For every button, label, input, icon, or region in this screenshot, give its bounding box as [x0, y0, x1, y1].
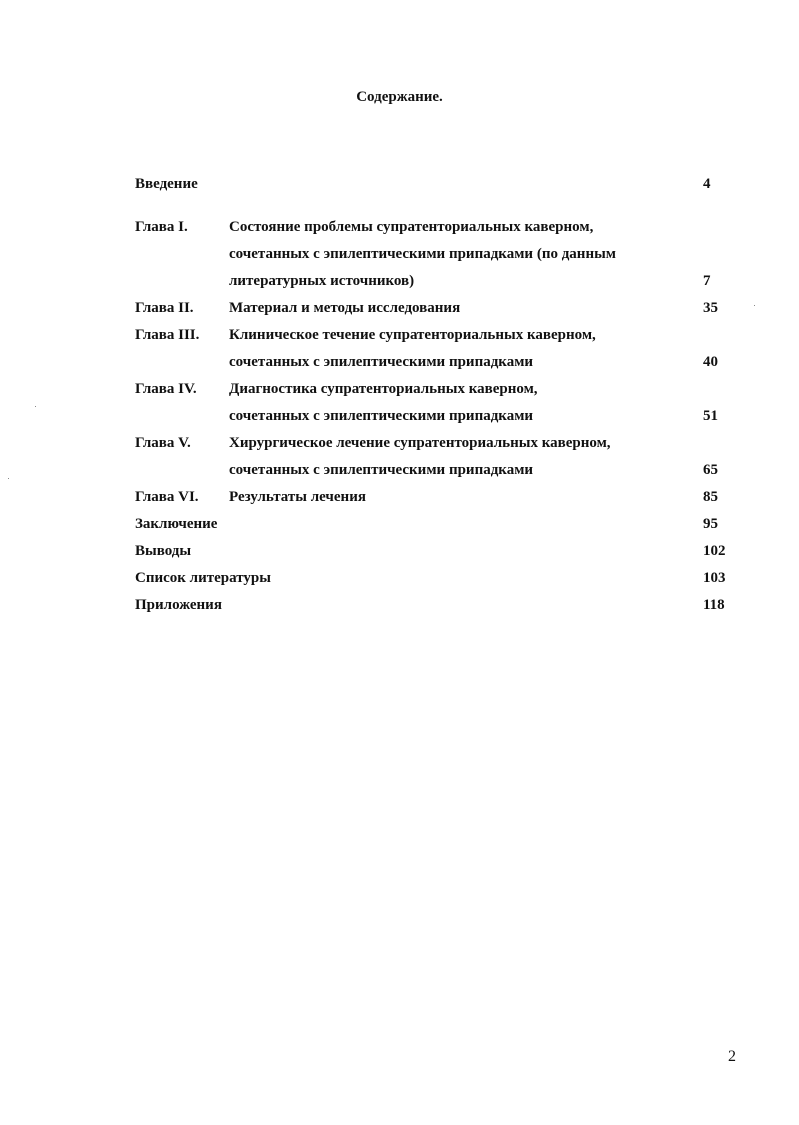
- toc-entry-page: 95: [703, 516, 718, 532]
- toc-entry-label: Глава IV.: [135, 381, 197, 397]
- toc-entry-title-line: сочетанных с эпилептическими припадками (по данным: [229, 246, 617, 262]
- toc-entry-label: Глава II.: [135, 300, 194, 316]
- scan-speck: [35, 406, 36, 407]
- toc-entry-label: Глава VI.: [135, 489, 199, 505]
- toc-entry-title: [229, 295, 703, 322]
- toc-entry-page: 102: [703, 543, 726, 559]
- toc-entry-label: Список литературы: [135, 570, 271, 586]
- toc-entry-title-line: литературных источников): [229, 273, 415, 289]
- toc-entry-findings: [135, 538, 735, 565]
- scan-speck: [8, 478, 9, 479]
- toc-entry-title-line: сочетанных с эпилептическими припадками: [229, 462, 534, 478]
- toc-entry-chapter-6: [135, 484, 735, 511]
- page-number: 2: [728, 1048, 736, 1065]
- toc-entry-page: 4: [703, 176, 711, 192]
- toc-entry-title: [229, 214, 703, 295]
- toc-entry-title: [229, 484, 703, 511]
- toc-entry-title-line: Клиническое течение супратенториальных каверном,: [229, 327, 596, 343]
- toc-entry-title-line: Результаты лечения: [229, 489, 366, 505]
- toc-entry-page: 103: [703, 570, 726, 586]
- toc-entry-label: Заключение: [135, 516, 218, 532]
- toc-entry-chapter-1: [135, 214, 735, 295]
- toc-entry-introduction: [135, 171, 735, 198]
- toc-entry-page: 35: [703, 300, 718, 316]
- page-title: Содержание.: [356, 89, 443, 105]
- toc-entry-appendices: [135, 592, 735, 619]
- toc-entry-references: [135, 565, 735, 592]
- toc-entry-chapter-5: [135, 430, 735, 484]
- toc-entry-label: Глава III.: [135, 327, 200, 343]
- toc-entry-title: [229, 430, 703, 484]
- toc-entry-title-line: сочетанных с эпилептическими припадками: [229, 354, 534, 370]
- scan-speck: [754, 305, 755, 306]
- toc-entry-page: 40: [703, 354, 718, 370]
- toc-entry-chapter-3: [135, 322, 735, 376]
- toc-entry-label: Глава V.: [135, 435, 191, 451]
- toc-entry-title-line: Материал и методы исследования: [229, 300, 461, 316]
- toc-entry-title-line: Диагностика супратенториальных каверном,: [229, 381, 538, 397]
- toc-entry-chapter-2: [135, 295, 735, 322]
- toc-entry-page: 85: [703, 489, 718, 505]
- toc-entry-title-line: Состояние проблемы супратенториальных каверном,: [229, 219, 594, 235]
- toc-entry-title: [229, 376, 703, 430]
- toc-entry-title-line: Хирургическое лечение супратенториальных каверном,: [229, 435, 611, 451]
- toc-entry-chapter-4: [135, 376, 735, 430]
- toc-entry-page: 65: [703, 462, 718, 478]
- toc-entry-label: Введение: [135, 176, 198, 192]
- toc-entry-label: Приложения: [135, 597, 222, 613]
- toc-entry-page: 118: [703, 597, 725, 613]
- toc-entry-title: [229, 322, 703, 376]
- toc-entry-page: 51: [703, 408, 718, 424]
- toc-entry-title-line: сочетанных с эпилептическими припадками: [229, 408, 534, 424]
- toc-entry-page: 7: [703, 273, 711, 289]
- table-of-contents: [135, 171, 735, 619]
- toc-entry-conclusion: [135, 511, 735, 538]
- toc-entry-label: Глава I.: [135, 219, 188, 235]
- toc-entry-label: Выводы: [135, 543, 192, 559]
